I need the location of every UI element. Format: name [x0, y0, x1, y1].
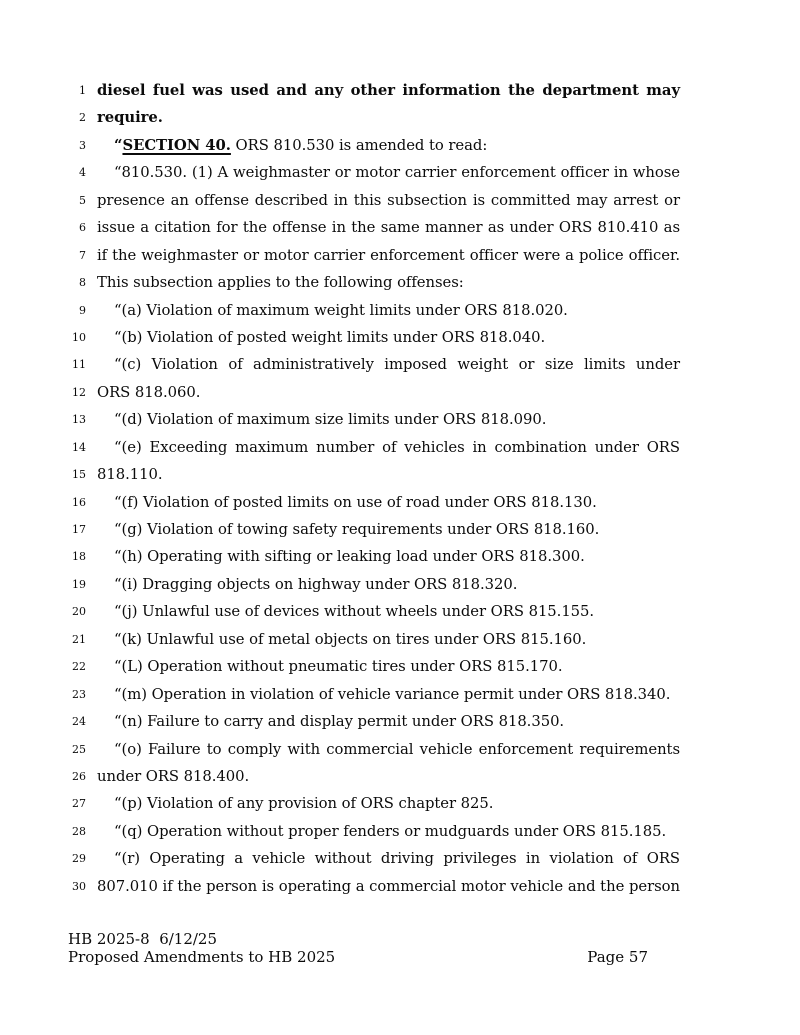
text-line: [0, 269, 800, 296]
text-line: [0, 406, 800, 433]
line-number: 25: [72, 742, 86, 756]
text-line: [0, 626, 800, 653]
text-line: [0, 736, 800, 763]
line-number: 8: [79, 276, 86, 290]
line-text: diesel fuel was used and any other information the department may: [97, 82, 680, 99]
line-number: 29: [72, 852, 86, 866]
text-line: [0, 132, 800, 159]
line-number: 12: [72, 385, 86, 399]
line-text: “(b) Violation of posted weight limits under ORS 818.040.: [114, 328, 546, 346]
text-line: [0, 187, 800, 214]
line-text: 807.010 if the person is operating a commercial motor vehicle and the person: [97, 877, 680, 895]
line-number: 6: [79, 221, 86, 235]
line-text: “810.530. (1) A weighmaster or motor carrier enforcement officer in whose: [114, 164, 680, 182]
text-lines: [0, 77, 800, 900]
line-number: 10: [72, 330, 86, 344]
line-text: “(k) Unlawful use of metal objects on tires under ORS 815.160.: [114, 630, 587, 648]
line-number: 20: [72, 605, 86, 619]
line-number: 21: [72, 632, 86, 646]
line-number: 1: [79, 84, 86, 97]
line-text: presence an offense described in this subsection is committed may arrest or: [97, 191, 680, 209]
line-segment: ORS 810.530 is amended to read:: [230, 136, 488, 154]
text-line: [0, 571, 800, 598]
line-number: 5: [79, 193, 86, 207]
text-line: [0, 159, 800, 186]
line-number: 3: [79, 138, 86, 152]
line-number: 9: [79, 303, 86, 317]
line-text: if the weighmaster or motor carrier enforcement officer were a police officer.: [97, 246, 680, 264]
line-number: 16: [72, 495, 86, 509]
line-number: 19: [72, 577, 86, 591]
text-line: [0, 214, 800, 241]
line-number: 7: [79, 248, 86, 262]
text-line: [0, 873, 800, 900]
line-text: “(r) Operating a vehicle without driving privileges in violation of ORS: [114, 850, 680, 868]
line-text: “(i) Dragging objects on highway under ORS 818.320.: [114, 575, 518, 593]
text-line: [0, 379, 800, 406]
line-number: 28: [72, 824, 86, 838]
footer-amendments-label: Proposed Amendments to HB 2025: [68, 947, 336, 966]
line-text: “(f) Violation of posted limits on use of road under ORS 818.130.: [114, 493, 597, 511]
line-number: 23: [72, 687, 86, 701]
text-line: [0, 681, 800, 708]
line-number: 11: [72, 358, 86, 372]
text-line: [0, 77, 800, 104]
line-text: “(h) Operating with sifting or leaking load under ORS 818.300.: [114, 548, 585, 566]
line-text: [97, 132, 680, 159]
text-line: [0, 297, 800, 324]
text-line: [0, 242, 800, 269]
line-text: “(L) Operation without pneumatic tires under ORS 815.170.: [114, 658, 563, 676]
line-number: 18: [72, 550, 86, 564]
line-text: “(a) Violation of maximum weight limits under ORS 818.020.: [114, 301, 568, 319]
line-segment: “: [114, 136, 123, 154]
line-text: 818.110.: [97, 466, 163, 484]
text-line: [0, 104, 800, 131]
line-text: “(p) Violation of any provision of ORS chapter 825.: [114, 795, 494, 813]
line-text: This subsection applies to the following offenses:: [97, 274, 464, 292]
page-footer: [68, 931, 648, 966]
text-line: [0, 763, 800, 790]
text-line: [0, 516, 800, 543]
text-line: [0, 653, 800, 680]
text-line: [0, 324, 800, 351]
line-text: “(q) Operation without proper fenders or mudguards under ORS 815.185.: [114, 822, 667, 840]
section-heading: SECTION 40.: [122, 136, 231, 154]
text-line: [0, 708, 800, 735]
text-line: [0, 461, 800, 488]
line-text: under ORS 818.400.: [97, 767, 250, 785]
line-number: 15: [72, 468, 86, 482]
text-line: [0, 543, 800, 570]
line-number: 13: [72, 413, 86, 427]
line-text: “(d) Violation of maximum size limits under ORS 818.090.: [114, 411, 547, 429]
footer-measure-line: HB 2025-8 6/12/25: [68, 930, 218, 948]
line-text: require.: [97, 109, 163, 127]
line-text: “(j) Unlawful use of devices without wheels under ORS 815.155.: [114, 603, 595, 621]
text-line: [0, 598, 800, 625]
text-line: [0, 818, 800, 845]
line-text: ORS 818.060.: [97, 383, 201, 401]
footer-page-number: Page 57: [587, 947, 648, 966]
line-number: 24: [72, 715, 86, 729]
line-text: “(m) Operation in violation of vehicle variance permit under ORS 818.340.: [114, 685, 671, 703]
line-text: “(e) Exceeding maximum number of vehicles in combination under ORS: [114, 438, 680, 456]
line-text: “(g) Violation of towing safety requirements under ORS 818.160.: [114, 521, 600, 538]
text-line: [0, 790, 800, 817]
line-number: 30: [72, 879, 86, 893]
line-number: 2: [79, 111, 86, 125]
footer-second-line: [68, 949, 648, 967]
line-text: “(c) Violation of administratively imposed weight or size limits under: [114, 356, 680, 374]
line-number: 14: [72, 440, 86, 454]
line-number: 4: [79, 166, 86, 180]
line-number: 26: [72, 769, 86, 783]
text-line: [0, 434, 800, 461]
line-number: 22: [72, 660, 86, 674]
line-number: 27: [72, 797, 86, 811]
text-line: [0, 845, 800, 872]
line-text: “(n) Failure to carry and display permit under ORS 818.350.: [114, 713, 565, 731]
line-text: “(o) Failure to comply with commercial vehicle enforcement requirements: [114, 740, 680, 758]
text-line: [0, 489, 800, 516]
line-number: 17: [72, 523, 86, 536]
line-text: issue a citation for the offense in the same manner as under ORS 810.410 as: [97, 219, 680, 237]
text-line: [0, 351, 800, 378]
